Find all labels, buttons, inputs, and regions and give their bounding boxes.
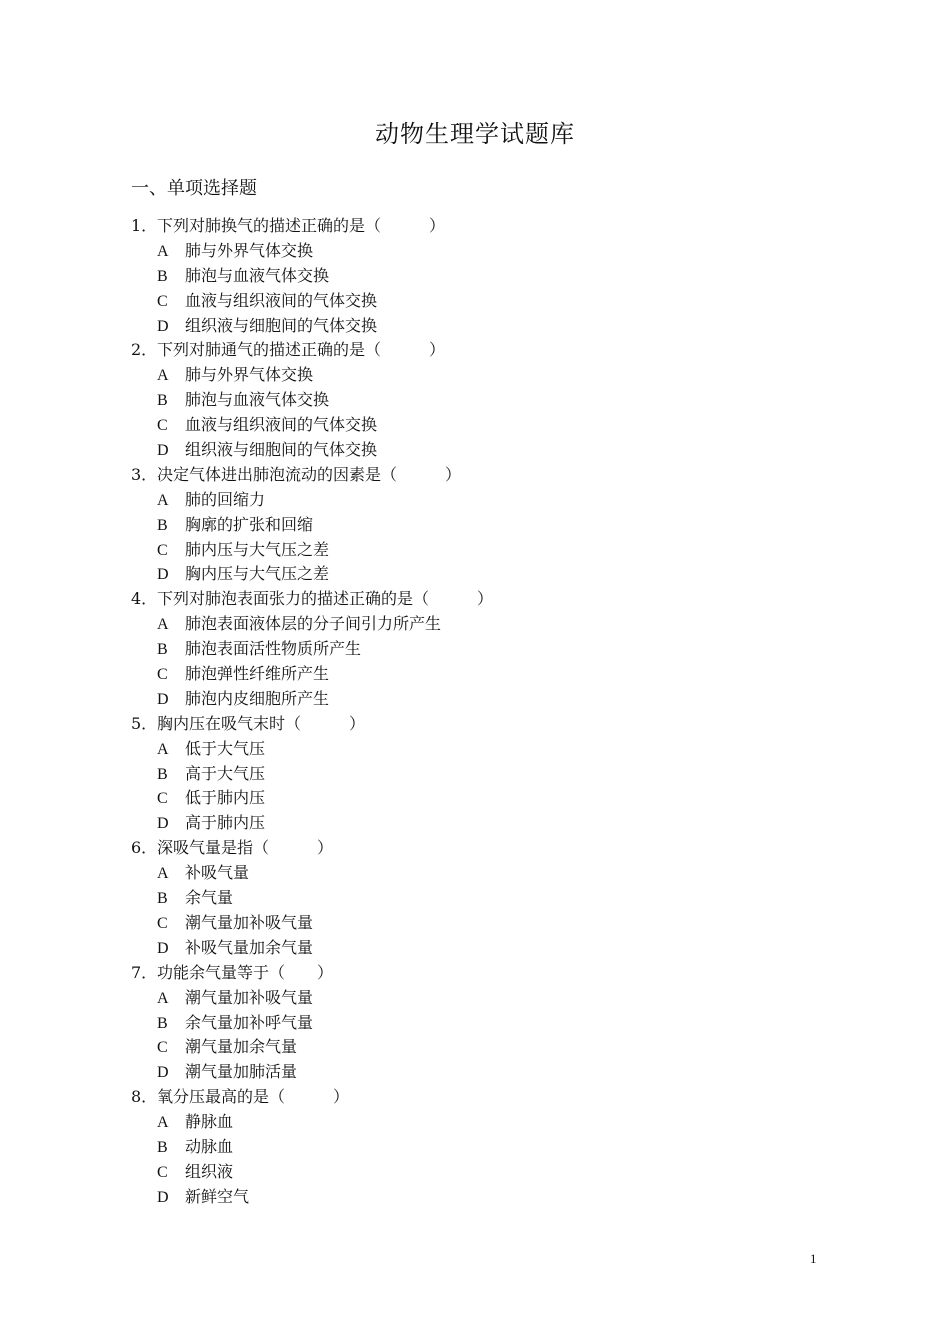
option-a — [131, 737, 831, 762]
option-c — [131, 1035, 831, 1060]
option-text: 肺与外界气体交换 — [185, 240, 314, 260]
option-a — [131, 488, 831, 513]
option-text: 高于肺内压 — [185, 813, 266, 833]
question-3 — [131, 463, 831, 587]
option-b — [131, 886, 831, 911]
question-4 — [131, 587, 831, 711]
question-stem — [131, 214, 831, 239]
option-a — [131, 861, 831, 886]
question-stem — [131, 587, 831, 612]
option-c — [131, 786, 831, 811]
option-letter: D — [157, 317, 169, 335]
option-text: 肺与外界气体交换 — [185, 365, 314, 385]
question-7 — [131, 961, 831, 1085]
option-text: 血液与组织液间的气体交换 — [185, 290, 378, 310]
option-c — [131, 413, 831, 438]
option-d — [131, 811, 831, 836]
option-c — [131, 538, 831, 563]
option-letter: A — [157, 740, 169, 758]
question-text: 下列对肺泡表面张力的描述正确的是（ ） — [157, 589, 494, 609]
option-d — [131, 314, 831, 339]
question-text: 深吸气量是指（ ） — [157, 838, 334, 858]
option-letter: B — [157, 890, 168, 908]
option-letter: D — [157, 690, 169, 708]
option-a — [131, 1110, 831, 1135]
question-number: 7． — [131, 962, 158, 982]
question-stem — [131, 836, 831, 861]
option-d — [131, 562, 831, 587]
option-text: 补吸气量加余气量 — [185, 937, 314, 957]
option-text: 肺泡弹性纤维所产生 — [185, 664, 330, 684]
option-b — [131, 264, 831, 289]
option-d — [131, 438, 831, 463]
option-a — [131, 612, 831, 637]
option-b — [131, 637, 831, 662]
question-stem — [131, 1085, 831, 1110]
option-text: 肺泡与血液气体交换 — [185, 390, 330, 410]
option-letter: A — [157, 1114, 169, 1132]
option-letter: D — [157, 1064, 169, 1082]
option-letter: C — [157, 666, 168, 684]
option-letter: D — [157, 815, 169, 833]
option-letter: D — [157, 566, 169, 584]
question-text: 下列对肺换气的描述正确的是（ ） — [157, 216, 446, 235]
option-text: 组织液 — [185, 1161, 234, 1181]
option-letter: B — [157, 392, 168, 410]
option-text: 肺泡表面液体层的分子间引力所产生 — [185, 614, 442, 634]
section-heading: 一、单项选择题 — [131, 178, 257, 199]
option-letter: B — [157, 1138, 168, 1156]
option-letter: D — [157, 939, 169, 957]
question-number: 2． — [131, 340, 158, 360]
option-text: 低于肺内压 — [185, 788, 266, 808]
question-text: 胸内压在吸气末时（ ） — [157, 713, 366, 733]
option-b — [131, 513, 831, 538]
option-c — [131, 1160, 831, 1185]
option-text: 动脉血 — [185, 1136, 234, 1156]
question-list — [131, 214, 831, 1210]
option-text: 肺的回缩力 — [185, 489, 266, 509]
option-a — [131, 363, 831, 388]
option-text: 余气量加补呼气量 — [185, 1012, 314, 1032]
question-2 — [131, 338, 831, 462]
question-8 — [131, 1085, 831, 1209]
question-number: 6． — [131, 838, 158, 858]
option-letter: B — [157, 1014, 168, 1032]
question-number: 8． — [131, 1087, 158, 1107]
option-c — [131, 911, 831, 936]
option-letter: C — [157, 541, 168, 559]
option-text: 肺泡表面活性物质所产生 — [185, 639, 362, 659]
option-b — [131, 1011, 831, 1036]
option-text: 潮气量加补吸气量 — [185, 912, 314, 932]
question-text: 下列对肺通气的描述正确的是（ ） — [157, 340, 446, 360]
page-title: 动物生理学试题库 — [375, 120, 575, 148]
option-letter: A — [157, 865, 169, 883]
question-text: 氧分压最高的是（ ） — [157, 1087, 350, 1107]
option-text: 高于大气压 — [185, 763, 266, 783]
option-d — [131, 1185, 831, 1210]
question-text: 决定气体进出肺泡流动的因素是（ ） — [157, 464, 462, 484]
option-d — [131, 687, 831, 712]
option-letter: A — [157, 989, 169, 1007]
question-stem — [131, 463, 831, 488]
option-letter: C — [157, 914, 168, 932]
option-letter: B — [157, 765, 168, 783]
question-number: 3． — [131, 464, 158, 484]
question-text: 功能余气量等于（ ） — [157, 962, 334, 982]
option-text: 补吸气量 — [185, 863, 250, 883]
option-text: 潮气量加肺活量 — [185, 1062, 298, 1082]
option-letter: C — [157, 417, 168, 435]
option-text: 血液与组织液间的气体交换 — [185, 415, 378, 435]
option-text: 肺泡与血液气体交换 — [185, 265, 330, 285]
option-text: 胸内压与大气压之差 — [185, 564, 330, 584]
option-c — [131, 662, 831, 687]
option-letter: B — [157, 516, 168, 534]
option-letter: C — [157, 292, 168, 310]
option-text: 肺泡内皮细胞所产生 — [185, 688, 330, 708]
option-text: 肺内压与大气压之差 — [185, 539, 330, 559]
question-stem — [131, 961, 831, 986]
question-6 — [131, 836, 831, 960]
option-text: 低于大气压 — [185, 738, 266, 758]
option-b — [131, 762, 831, 787]
option-b — [131, 388, 831, 413]
question-stem — [131, 338, 831, 363]
option-letter: D — [157, 1188, 169, 1206]
option-letter: A — [157, 491, 169, 509]
page-number: 1 — [810, 1251, 817, 1266]
option-text: 组织液与细胞间的气体交换 — [185, 315, 378, 335]
question-number: 1． — [131, 216, 158, 235]
question-5 — [131, 712, 831, 836]
option-d — [131, 1060, 831, 1085]
option-letter: C — [157, 1163, 168, 1181]
option-text: 余气量 — [185, 888, 234, 908]
option-text: 静脉血 — [185, 1112, 234, 1132]
option-letter: D — [157, 442, 169, 460]
question-1 — [131, 214, 831, 338]
option-letter: C — [157, 790, 168, 808]
option-letter: A — [157, 367, 169, 385]
option-letter: B — [157, 641, 168, 659]
option-letter: B — [157, 267, 168, 285]
option-a — [131, 239, 831, 264]
option-letter: A — [157, 616, 169, 634]
option-d — [131, 936, 831, 961]
option-letter: C — [157, 1039, 168, 1057]
question-stem — [131, 712, 831, 737]
question-number: 5． — [131, 713, 158, 733]
option-text: 新鲜空气 — [185, 1186, 250, 1206]
option-a — [131, 986, 831, 1011]
option-text: 潮气量加补吸气量 — [185, 987, 314, 1007]
option-b — [131, 1135, 831, 1160]
option-letter: A — [157, 242, 169, 260]
question-number: 4． — [131, 589, 158, 609]
option-text: 胸廓的扩张和回缩 — [185, 514, 314, 534]
option-c — [131, 289, 831, 314]
option-text: 组织液与细胞间的气体交换 — [185, 440, 378, 460]
option-text: 潮气量加余气量 — [185, 1037, 298, 1057]
